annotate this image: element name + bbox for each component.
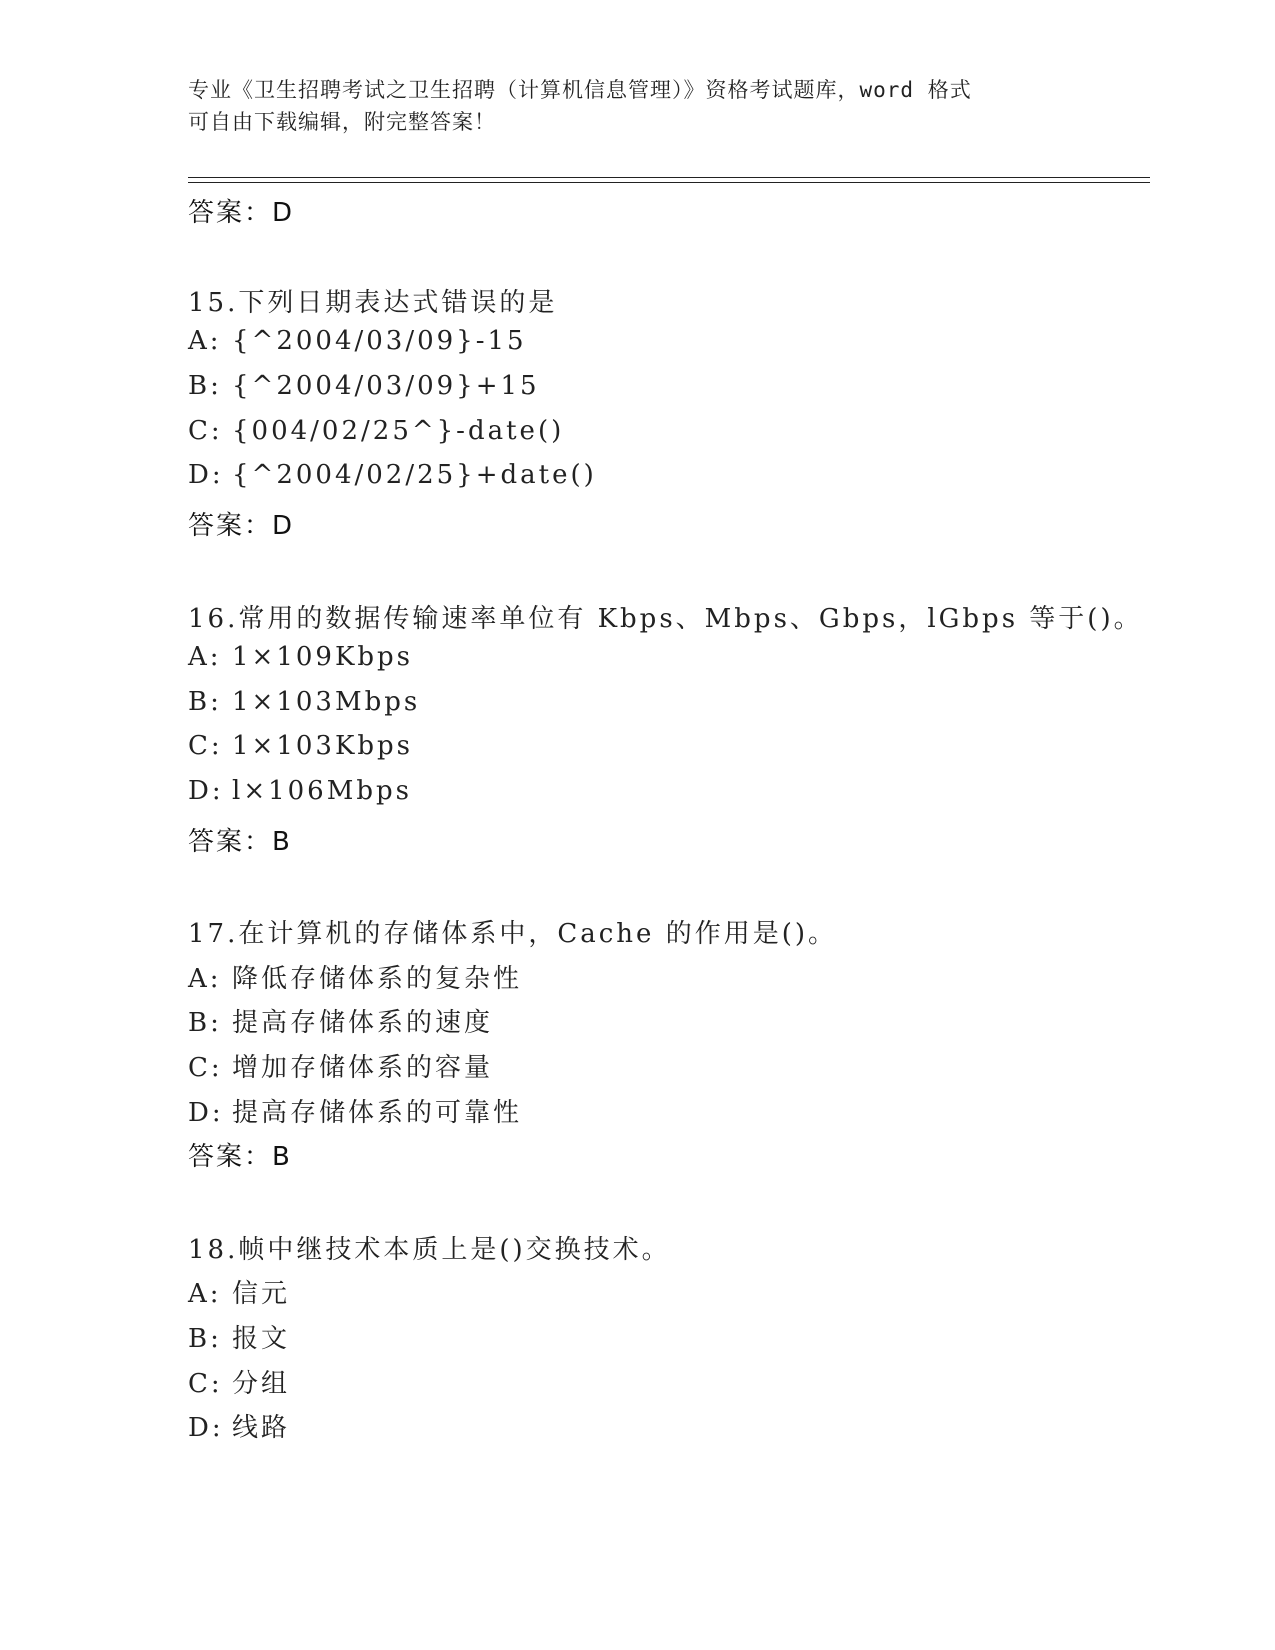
question-16-title: 16.常用的数据传输速率单位有 Kbps、Mbps、Gbps，lGbps 等于()。 xyxy=(188,604,1143,634)
option-letter: A: xyxy=(188,964,222,994)
question-17-title: 17.在计算机的存储体系中，Cache 的作用是()。 xyxy=(188,919,837,949)
question-15-option-a xyxy=(188,326,527,356)
question-16-option-c xyxy=(188,731,413,761)
option-letter: A: xyxy=(188,1279,222,1309)
option-text: {004/02/25^}-date() xyxy=(232,416,565,446)
option-text: 信元 xyxy=(232,1279,291,1309)
option-text: {^2004/03/09}+15 xyxy=(232,371,540,401)
answer-previous: 答案：D xyxy=(188,198,295,228)
question-18-option-b xyxy=(188,1318,290,1355)
option-text: 1×103Mbps xyxy=(232,687,421,717)
header-line-2: 可自由下载编辑，附完整答案！ xyxy=(188,110,496,134)
option-letter: B: xyxy=(188,687,222,717)
question-18-title: 18.帧中继技术本质上是()交换技术。 xyxy=(188,1235,671,1265)
question-16-answer: 答案：B xyxy=(188,827,292,857)
option-letter: A: xyxy=(188,642,222,672)
option-text: 报文 xyxy=(232,1324,291,1354)
question-15-option-d xyxy=(188,460,597,490)
option-text: 降低存储体系的复杂性 xyxy=(232,964,523,994)
option-letter: C: xyxy=(188,416,223,446)
option-text: 线路 xyxy=(232,1413,291,1443)
question-15-title: 15.下列日期表达式错误的是 xyxy=(188,288,558,318)
option-letter: D: xyxy=(188,1413,224,1443)
option-letter: C: xyxy=(188,1053,223,1083)
option-text: l×106Mbps xyxy=(232,776,412,806)
option-text: 提高存储体系的可靠性 xyxy=(232,1098,523,1128)
question-17-option-c xyxy=(188,1047,493,1084)
question-17-option-a xyxy=(188,958,522,995)
header-rule-bottom xyxy=(188,182,1150,183)
option-text: {^2004/03/09}-15 xyxy=(232,326,527,356)
header-line-1: 专业《卫生招聘考试之卫生招聘（计算机信息管理）》资格考试题库，word 格式 xyxy=(188,78,972,102)
option-text: 增加存储体系的容量 xyxy=(232,1053,494,1083)
question-16-option-b xyxy=(188,687,420,717)
question-15-option-b xyxy=(188,371,540,401)
option-letter: B: xyxy=(188,1324,222,1354)
option-text: 分组 xyxy=(232,1369,291,1399)
option-text: 1×103Kbps xyxy=(232,731,414,761)
option-letter: A: xyxy=(188,326,222,356)
option-letter: D: xyxy=(188,460,224,490)
option-letter: C: xyxy=(188,731,223,761)
question-17-option-d xyxy=(188,1092,522,1129)
question-17-option-b xyxy=(188,1002,493,1039)
header-rule-top xyxy=(188,177,1150,178)
option-letter: D: xyxy=(188,1098,224,1128)
option-letter: B: xyxy=(188,371,222,401)
option-letter: B: xyxy=(188,1008,222,1038)
option-text: 1×109Kbps xyxy=(232,642,414,672)
question-17-answer: 答案：B xyxy=(188,1142,292,1172)
question-18-option-d xyxy=(188,1407,290,1444)
option-letter: C: xyxy=(188,1369,223,1399)
question-16-option-a xyxy=(188,642,413,672)
question-18-option-a xyxy=(188,1273,290,1310)
option-text: 提高存储体系的速度 xyxy=(232,1008,494,1038)
option-letter: D: xyxy=(188,776,224,806)
option-text: {^2004/02/25}+date() xyxy=(232,460,597,490)
question-16-option-d xyxy=(188,776,412,806)
question-15-option-c xyxy=(188,416,564,446)
question-18-option-c xyxy=(188,1363,290,1400)
question-15-answer: 答案：D xyxy=(188,511,295,541)
